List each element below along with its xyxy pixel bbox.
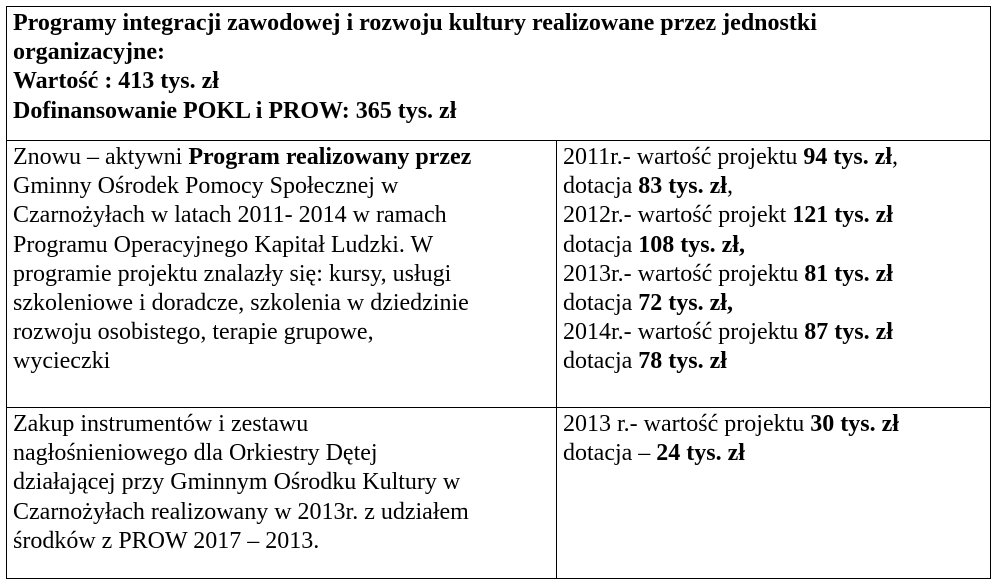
header-value-line: Wartość : 413 tys. zł <box>13 68 219 95</box>
value-prefix: dotacja <box>563 290 639 317</box>
value-prefix: 2013r.- wartość projektu <box>563 260 805 287</box>
value-amount: 83 tys. zł <box>638 173 727 200</box>
row1-desc-prefix: Znowu – aktywni <box>13 144 189 170</box>
value-prefix: dotacja <box>563 231 639 258</box>
value-line <box>563 410 984 439</box>
table-row <box>7 141 991 408</box>
header-title-line1: Programy integracji zawodowej i rozwoju kultury realizowane przez jednostki <box>13 10 817 36</box>
row2-description-cell <box>7 408 557 579</box>
value-line <box>563 201 984 230</box>
header-title-line2: organizacyjne: <box>13 39 165 66</box>
row1-desc-line3: Czarnożyłach w latach 2011- 2014 w ramach <box>13 202 447 229</box>
row1-desc-line6: szkoleniowe i doradcze, szkolenia w dziedzinie <box>13 290 469 317</box>
row1-desc-line5: programie projektu znalazły się: kursy, usługi <box>13 260 452 287</box>
table-row <box>7 408 991 579</box>
row1-desc-line4: Programu Operacyjnego Kapitał Ludzki. W <box>13 231 434 258</box>
row1-desc-line2: Gminny Ośrodek Pomocy Społecznej w <box>13 173 399 200</box>
value-line <box>563 318 984 347</box>
value-suffix: , <box>892 144 899 170</box>
row2-desc-line1: Zakup instrumentów i zestawu <box>13 411 309 437</box>
value-amount: 30 tys. zł <box>810 411 899 437</box>
value-amount: 78 tys. zł <box>638 348 727 375</box>
value-suffix: , <box>726 173 733 200</box>
row1-desc-line7: rozwoju osobistego, terapie grupowe, <box>13 319 374 346</box>
value-prefix: dotacja <box>563 348 639 375</box>
header-funding-line: Dofinansowanie POKL i PROW: 365 tys. zł <box>13 97 457 124</box>
value-line <box>563 289 984 318</box>
value-amount: 81 tys. zł <box>804 260 893 287</box>
value-amount: 94 tys. zł <box>803 144 893 170</box>
value-amount: 24 tys. zł <box>656 440 745 467</box>
row1-desc-line8: wycieczki <box>13 348 111 375</box>
value-line <box>563 439 984 468</box>
row2-desc-line4: Czarnożyłach realizowany w 2013r. z udziałem <box>13 498 469 525</box>
value-prefix: dotacja – <box>563 440 657 467</box>
row1-desc-line1 <box>13 143 550 172</box>
row2-desc-line3: działającej przy Gminnym Ośrodku Kultury w <box>13 469 461 496</box>
value-amount: 108 tys. zł, <box>638 231 745 258</box>
value-prefix: 2011r.- wartość projektu <box>563 144 804 170</box>
table-header-cell <box>7 7 991 141</box>
row1-values-cell <box>557 141 991 408</box>
row1-desc-bold: Program realizowany przez <box>188 144 472 170</box>
value-prefix: 2014r.- wartość projektu <box>563 319 805 346</box>
row2-values-cell <box>557 408 991 579</box>
value-prefix: dotacja <box>563 173 639 200</box>
value-prefix: 2013 r.- wartość projektu <box>563 411 811 437</box>
value-line <box>563 143 984 172</box>
value-amount: 72 tys. zł, <box>638 290 733 317</box>
value-line <box>563 231 984 260</box>
program-table <box>6 6 991 579</box>
value-amount: 87 tys. zł <box>804 319 893 346</box>
row1-description-cell <box>7 141 557 408</box>
row2-desc-line5: środków z PROW 2017 – 2013. <box>13 527 320 554</box>
value-line <box>563 347 984 376</box>
row2-desc-line2: nagłośnieniowego dla Orkiestry Dętej <box>13 440 378 467</box>
value-amount: 121 tys. zł <box>792 202 893 229</box>
value-line <box>563 172 984 201</box>
value-line <box>563 260 984 289</box>
value-prefix: 2012r.- wartość projekt <box>563 202 793 229</box>
